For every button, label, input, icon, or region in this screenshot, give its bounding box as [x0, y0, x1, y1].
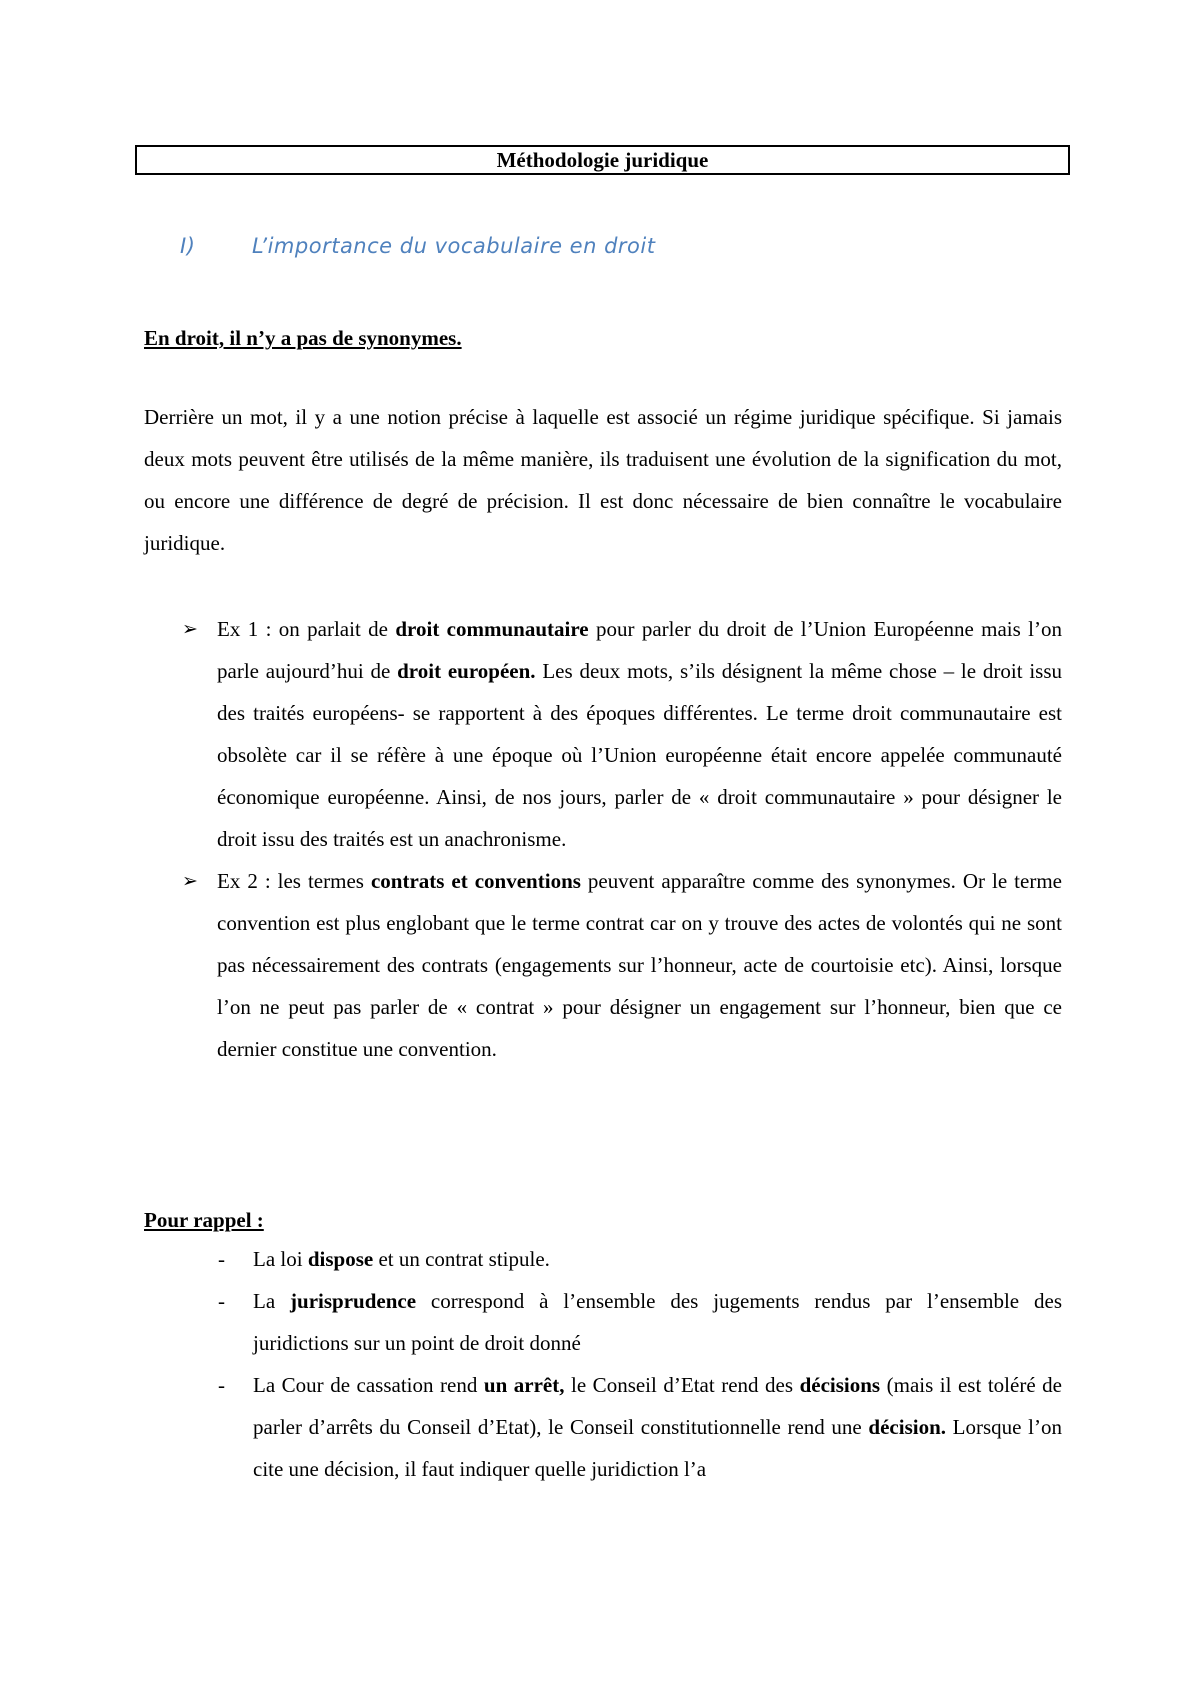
arrow-bullet-icon: ➢: [182, 618, 198, 640]
reminder-item: - La Cour de cassation rend un arrêt, le Conseil d’Etat rend des décisions (mais il est toléré de parler d’arrêts du Conseil d’Etat), le Conseil constitutionnelle rend une décision. Lorsque l’on cite une décision, il faut indiquer quelle juridiction l’a: [144, 1364, 1062, 1490]
section-title: L’importance du vocabulaire en droit: [252, 234, 656, 258]
dash-bullet: -: [218, 1247, 225, 1271]
arrow-bullet-icon: ➢: [182, 870, 198, 892]
reminder-item: - La loi dispose et un contrat stipule.: [144, 1238, 1062, 1280]
bold-term: dispose: [307, 1247, 374, 1271]
document-title: Méthodologie juridique: [496, 147, 709, 172]
section-heading: [180, 234, 655, 258]
reminders-list: [144, 1238, 1062, 1490]
section-number: I): [180, 234, 196, 258]
bold-term: contrats et conventions: [370, 869, 581, 893]
dash-bullet: -: [218, 1373, 225, 1397]
bold-term: décisions: [799, 1373, 881, 1397]
examples-list: [144, 608, 1062, 1070]
intro-paragraph: Derrière un mot, il y a une notion précise à laquelle est associé un régime juridique spécifique. Si jamais deux mots peuvent être utilisés de la même manière, ils traduisent une évolution de la signification du mot, ou encore une différence de degré de précision. Il est donc nécessaire de bien connaître le vocabulaire juridique.: [144, 405, 1062, 555]
example-item: ➢ Ex 2 : les termes contrats et conventions peuvent apparaître comme des synonymes. Or le terme convention est plus englobant que le terme contrat car on y trouve des actes de volontés qui ne sont pas nécessairement des contrats (engagements sur l’honneur, acte de courtoisie etc). Ainsi, lorsque l’on ne peut pas parler de « contrat » pour désigner un engagement sur l’honneur, bien que ce dernier constitue une convention.: [144, 860, 1062, 1070]
document-title-box: [135, 145, 1070, 175]
bold-term: droit européen.: [397, 659, 536, 683]
bold-term: jurisprudence: [290, 1289, 417, 1313]
bold-term: décision.: [868, 1415, 947, 1439]
bold-term: droit communautaire: [395, 617, 589, 641]
bold-term: un arrêt,: [483, 1373, 565, 1397]
subheading-no-synonyms: En droit, il n’y a pas de synonymes.: [144, 326, 462, 350]
reminder-item: - La jurisprudence correspond à l’ensemble des jugements rendus par l’ensemble des juridictions sur un point de droit donné: [144, 1280, 1062, 1364]
dash-bullet: -: [218, 1289, 225, 1313]
subheading-reminder: Pour rappel :: [144, 1208, 264, 1232]
example-item: ➢ Ex 1 : on parlait de droit communautaire pour parler du droit de l’Union Européenne mais l’on parle aujourd’hui de droit européen. Les deux mots, s’ils désignent la même chose – le droit issu des traités européens- se rapportent à des époques différentes. Le terme droit communautaire est obsolète car il se réfère à une époque où l’Union européenne était encore appelée communauté économique européenne. Ainsi, de nos jours, parler de « droit communautaire » pour désigner le droit issu des traités est un anachronisme.: [144, 608, 1062, 860]
